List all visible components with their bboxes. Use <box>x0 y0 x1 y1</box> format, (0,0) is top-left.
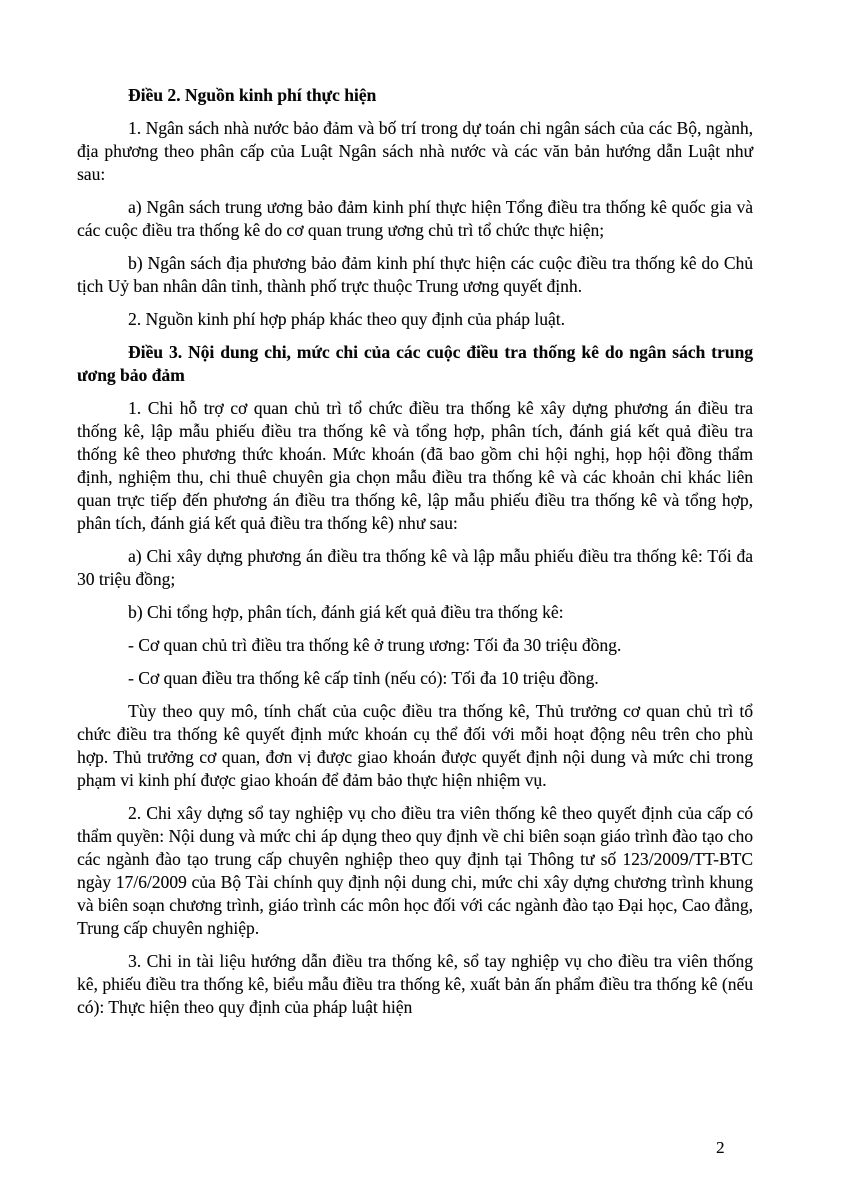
document-page-body <box>77 84 753 1029</box>
paragraph-support-agency: 1. Chi hỗ trợ cơ quan chủ trì tổ chức điều tra thống kê xây dựng phương án điều tra thống kê, lập mẫu phiếu điều tra thống kê và tổng hợp, phân tích, đánh giá kết quả điều tra thống kê theo phương thức khoán. Mức khoán (đã bao gồm chi hội nghị, họp hội đồng thẩm định, nghiệm thu, chi thuê chuyên gia chọn mẫu điều tra thống kê và các khoản chi khác liên quan trực tiếp đến phương án điều tra thống kê, lập mẫu phiếu điều tra thống kê và tổng hợp, phân tích, đánh giá kết quả điều tra thống kê) như sau: <box>77 398 753 533</box>
paragraph-other-funding: 2. Nguồn kinh phí hợp pháp khác theo quy định của pháp luật. <box>128 309 565 329</box>
paragraph-item-b-analysis: b) Chi tổng hợp, phân tích, đánh giá kết quả điều tra thống kê: <box>128 602 564 622</box>
paragraph-dash-provincial-agency: - Cơ quan điều tra thống kê cấp tỉnh (nếu có): Tối đa 10 triệu đồng. <box>128 668 599 688</box>
paragraph-dash-central-agency: - Cơ quan chủ trì điều tra thống kê ở trung ương: Tối đa 30 triệu đồng. <box>128 635 622 655</box>
article-2-heading: Điều 2. Nguồn kinh phí thực hiện <box>128 85 377 105</box>
paragraph-handbook-development: 2. Chi xây dựng sổ tay nghiệp vụ cho điều tra viên thống kê theo quyết định của cấp có thẩm quyền: Nội dung và mức chi áp dụng theo quy định về chi biên soạn giáo trình đào tạo cho các ngành đào tạo trung cấp chuyên nghiệp theo quy định tại Thông tư số 123/2009/TT-BTC ngày 17/6/2009 của Bộ Tài chính quy định nội dung chi, mức chi xây dựng chương trình khung và biên soạn chương trình, giáo trình các môn học đối với các ngành đào tạo Đại học, Cao đẳng, Trung cấp chuyên nghiệp. <box>77 803 753 938</box>
paragraph-item-a-plan-building: a) Chi xây dựng phương án điều tra thống kê và lập mẫu phiếu điều tra thống kê: Tối đa 30 triệu đồng; <box>77 546 753 589</box>
paragraph-local-budget: b) Ngân sách địa phương bảo đảm kinh phí thực hiện các cuộc điều tra thống kê do Chủ tịch Uỷ ban nhân dân tỉnh, thành phố trực thuộc Trung ương quyết định. <box>77 253 753 296</box>
paragraph-budget-sources: 1. Ngân sách nhà nước bảo đảm và bố trí trong dự toán chi ngân sách của các Bộ, ngành, địa phương theo phân cấp của Luật Ngân sách nhà nước và các văn bản hướng dẫn Luật như sau: <box>77 118 753 184</box>
article-3-heading: Điều 3. Nội dung chi, mức chi của các cuộc điều tra thống kê do ngân sách trung ương bảo đảm <box>77 342 753 385</box>
paragraph-scale-discretion: Tùy theo quy mô, tính chất của cuộc điều tra thống kê, Thủ trưởng cơ quan chủ trì tổ chức điều tra thống kê quyết định mức khoán cụ thể đối với mỗi hoạt động nêu trên cho phù hợp. Thủ trưởng cơ quan, đơn vị được giao khoán được quyết định nội dung và mức chi trong phạm vi kinh phí được giao khoán để đảm bảo thực hiện nhiệm vụ. <box>77 701 753 790</box>
paragraph-printing-materials: 3. Chi in tài liệu hướng dẫn điều tra thống kê, sổ tay nghiệp vụ cho điều tra viên thống kê, phiếu điều tra thống kê, biểu mẫu điều tra thống kê, xuất bản ấn phẩm điều tra thống kê (nếu có): Thực hiện theo quy định của pháp luật hiện <box>77 951 753 1017</box>
paragraph-central-budget: a) Ngân sách trung ương bảo đảm kinh phí thực hiện Tổng điều tra thống kê quốc gia và các cuộc điều tra thống kê do cơ quan trung ương chủ trì tổ chức thực hiện; <box>77 197 753 240</box>
page-number: 2 <box>716 1138 725 1157</box>
